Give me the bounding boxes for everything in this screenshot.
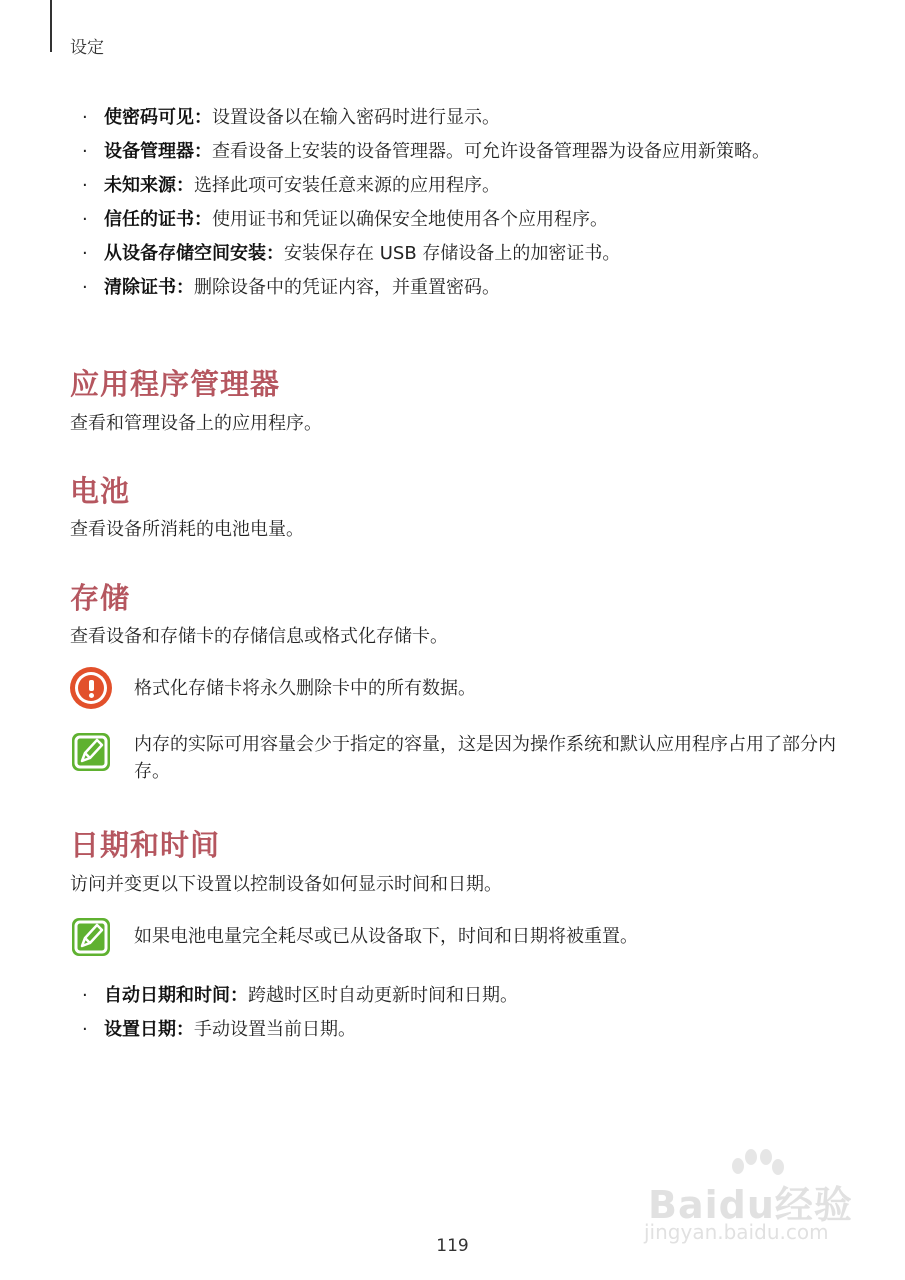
watermark-brand: Baidu经验 [648, 1183, 853, 1227]
list-item-term: 自动日期和时间： [104, 985, 248, 1006]
security-list [0, 104, 905, 308]
page-number: 119 [436, 1236, 469, 1256]
section-body-storage: 查看设备和存储卡的存储信息或格式化存储卡。 [70, 626, 448, 647]
section-body-app-manager: 查看和管理设备上的应用程序。 [70, 413, 322, 434]
list-item: · 自动日期和时间：跨越时区时自动更新时间和日期。 [82, 985, 518, 1006]
list-item-desc: 设置设备以在输入密码时进行显示。 [212, 107, 500, 128]
list-item: · 未知来源：选择此项可安装任意来源的应用程序。 [82, 175, 500, 196]
list-item-term: 使密码可见： [104, 107, 212, 128]
list-item-term: 设置日期： [104, 1019, 194, 1040]
list-item: · 信任的证书：使用证书和凭证以确保安全地使用各个应用程序。 [82, 209, 608, 230]
list-item-term: 设备管理器： [104, 141, 212, 162]
section-title-storage: 存储 [70, 581, 131, 615]
section-title-battery: 电池 [70, 474, 131, 508]
list-item: · 清除证书：删除设备中的凭证内容，并重置密码。 [82, 277, 500, 298]
storage-warning-text: 格式化存储卡将永久删除卡中的所有数据。 [134, 678, 476, 699]
list-item-desc: 查看设备上安装的设备管理器。可允许设备管理器为设备应用新策略。 [212, 141, 770, 162]
section-title-datetime: 日期和时间 [70, 828, 221, 862]
list-item-term: 信任的证书： [104, 209, 212, 230]
section-body-datetime: 访问并变更以下设置以控制设备如何显示时间和日期。 [70, 874, 502, 895]
list-item-desc: 手动设置当前日期。 [194, 1019, 356, 1040]
list-item-desc: 安装保存在 USB 存储设备上的加密证书。 [284, 243, 621, 264]
list-item-desc: 跨越时区时自动更新时间和日期。 [248, 985, 518, 1006]
header-title: 设定 [70, 38, 104, 58]
list-item-term: 清除证书： [104, 277, 194, 298]
list-item-desc: 选择此项可安装任意来源的应用程序。 [194, 175, 500, 196]
section-body-battery: 查看设备所消耗的电池电量。 [70, 519, 304, 540]
note-pencil-icon [70, 916, 112, 958]
datetime-list [0, 982, 905, 1050]
section-title-app-manager: 应用程序管理器 [70, 367, 281, 401]
list-item: · 设置日期：手动设置当前日期。 [82, 1019, 356, 1040]
header-rule [50, 0, 52, 52]
list-item-term: 未知来源： [104, 175, 194, 196]
watermark-url: jingyan.baidu.com [644, 1220, 829, 1244]
list-item: · 使密码可见：设置设备以在输入密码时进行显示。 [82, 107, 500, 128]
list-item: · 设备管理器：查看设备上安装的设备管理器。可允许设备管理器为设备应用新策略。 [82, 141, 770, 162]
note-pencil-icon [70, 731, 112, 773]
list-item-term: 从设备存储空间安装： [104, 243, 284, 264]
baidu-watermark [640, 1148, 860, 1248]
list-item-desc: 使用证书和凭证以确保安全地使用各个应用程序。 [212, 209, 608, 230]
list-item: · 从设备存储空间安装：安装保存在 USB 存储设备上的加密证书。 [82, 243, 621, 264]
datetime-note-text: 如果电池电量完全耗尽或已从设备取下，时间和日期将被重置。 [134, 926, 638, 947]
list-item-desc: 删除设备中的凭证内容，并重置密码。 [194, 277, 500, 298]
storage-note-text: 内存的实际可用容量会少于指定的容量，这是因为操作系统和默认应用程序占用了部分内存。 [134, 734, 836, 782]
warning-exclamation-icon [70, 667, 112, 709]
